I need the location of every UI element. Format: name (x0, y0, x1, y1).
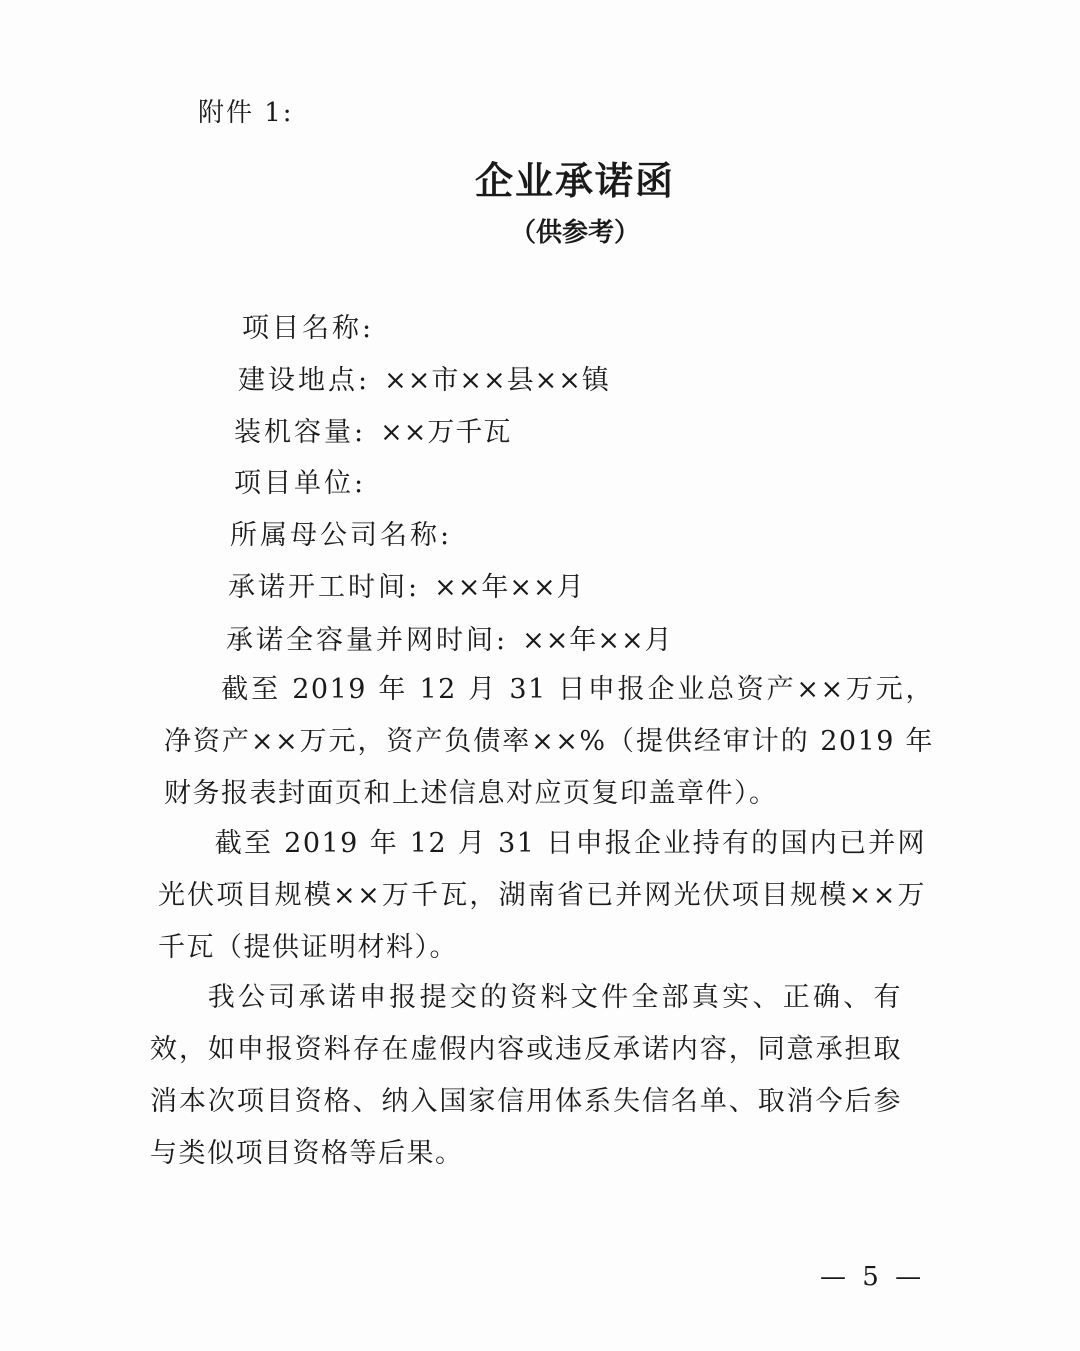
document-title: 企业承诺函 (474, 158, 675, 203)
field-value: ××年××月 (522, 625, 673, 656)
field-parent-company (230, 513, 466, 552)
document-subtitle: （供参考） (509, 218, 640, 248)
page-number: — 5 — (820, 1262, 926, 1292)
paragraph-text: 截至 2019 年 12 月 31 日申报企业总资产××万元，净资产××万元，资产负债率××%（提供经审计的 2019 年财务报表封面页和上述信息对应页复印盖章件）。 (164, 674, 934, 809)
field-label: 项目单位: (234, 468, 367, 499)
field-value: ××年××月 (434, 572, 585, 603)
paragraph-text: 截至 2019 年 12 月 31 日申报企业持有的国内已并网光伏项目规模××万千瓦，湖南省已并网光伏项目规模××万千瓦（提供证明材料）。 (158, 828, 926, 963)
field-label: 所属母公司名称: (230, 520, 453, 551)
attachment-label: 附件 1: (198, 98, 294, 128)
field-location (238, 358, 610, 397)
paragraph-text: 我公司承诺申报提交的资料文件全部真实、正确、有效，如申报资料存在虚假内容或违反承诺内容，同意承担取消本次项目资格、纳入国家信用体系失信名单、取消今后参与类似项目资格等后果。 (150, 982, 902, 1169)
field-label: 项目名称: (242, 313, 375, 344)
paragraph-assets (164, 664, 934, 820)
field-label: 承诺全容量并网时间: (226, 625, 509, 656)
field-label: 建设地点: (238, 365, 371, 396)
field-project-name (242, 306, 388, 345)
paragraph-pv-scale (158, 818, 926, 974)
field-grid-time (226, 618, 673, 657)
field-project-unit (234, 461, 380, 500)
paragraph-commitment (150, 972, 902, 1180)
field-capacity (234, 410, 511, 449)
field-value: ××市××县××镇 (384, 365, 610, 396)
field-label: 承诺开工时间: (228, 572, 421, 603)
field-start-time (228, 565, 585, 604)
field-label: 装机容量: (234, 417, 367, 448)
field-value: ××万千瓦 (380, 417, 512, 448)
